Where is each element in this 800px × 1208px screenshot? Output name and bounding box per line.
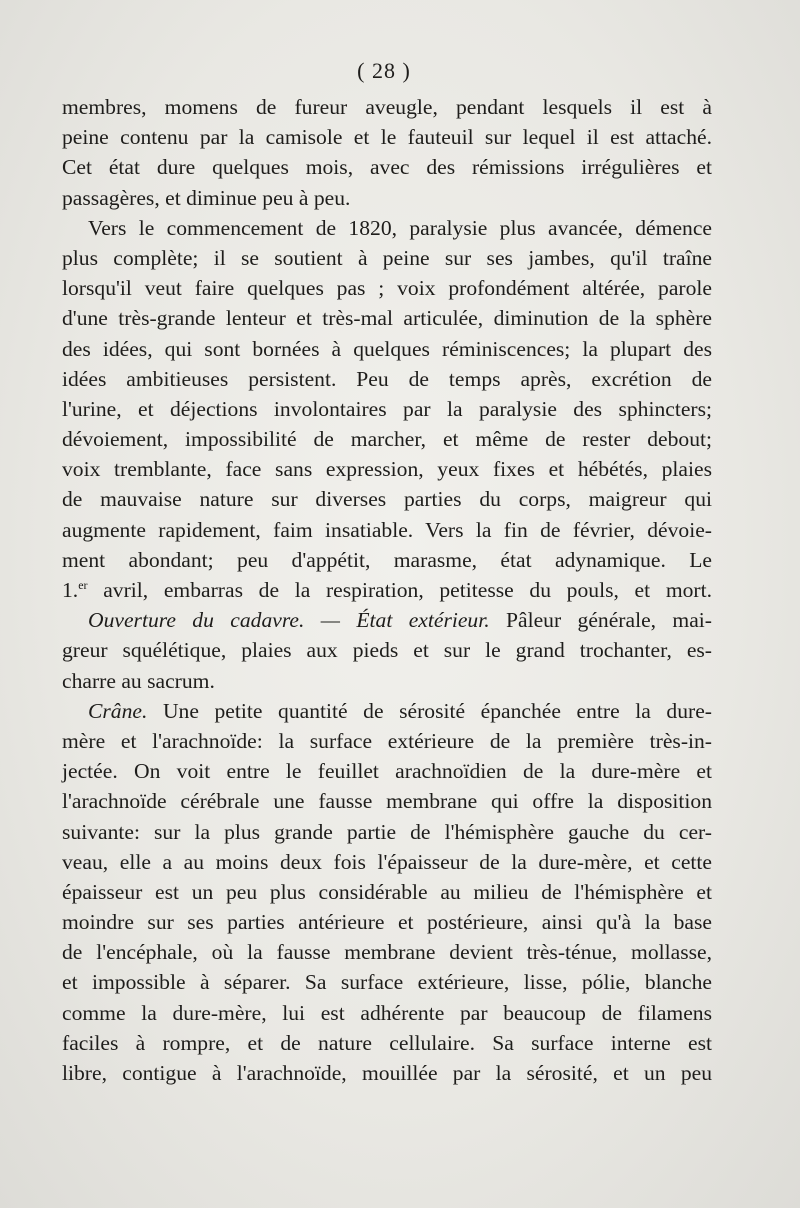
text-line: comme la dure-mère, lui est adhérente par beaucoup de filamens xyxy=(62,1000,712,1025)
text-line: passagères, et diminue peu à peu. xyxy=(62,185,351,210)
text-line: épaisseur est un peu plus considérable au milieu de l'hémisphère et xyxy=(62,879,712,904)
text-line: libre, contigue à l'arachnoïde, mouillée par la sérosité, et un peu xyxy=(62,1061,712,1085)
text-line: l'arachnoïde cérébrale une fausse membrane qui offre la disposition xyxy=(62,789,712,814)
text-line: augmente rapidement, faim insatiable. Vers la fin de février, dévoie- xyxy=(62,517,712,542)
text-line: moindre sur ses parties antérieure et postérieure, ainsi qu'à la base xyxy=(62,910,712,935)
text-line: jectée. On voit entre le feuillet arachnoïdien de la dure-mère et xyxy=(62,759,712,784)
text-line: lorsqu'il veut faire quelques pas ; voix profondément altérée, parole xyxy=(62,276,712,301)
date-ordinal: 1. xyxy=(62,578,79,602)
text-line: faciles à rompre, et de nature cellulaire. Sa surface interne est xyxy=(62,1030,712,1055)
text-line: de mauvaise nature sur diverses parties du corps, maigreur qui xyxy=(62,487,712,512)
text-line: d'une très-grande lenteur et très-mal articulée, diminution de la sphère xyxy=(62,306,712,331)
section-heading: Crâne. xyxy=(88,698,148,723)
section-heading: Ouverture du cadavre. — État extérieur. xyxy=(88,608,490,633)
text-line: voix tremblante, face sans expression, yeux fixes et hébétés, plaies xyxy=(62,457,712,482)
text-line: peine contenu par la camisole et le fauteuil sur lequel il est attaché. xyxy=(62,125,712,150)
text-line: mère et l'arachnoïde: la surface extérieure de la première très-in- xyxy=(62,728,712,753)
text-line-rest: avril, embarras de la respiration, petitesse du pouls, et mort. xyxy=(87,578,712,602)
text-line xyxy=(62,696,712,726)
text-line: plus complète; il se soutient à peine sur ses jambes, qu'il traîne xyxy=(62,245,712,270)
text-line: Cet état dure quelques mois, avec des rémissions irrégulières et xyxy=(62,155,712,180)
ordinal-suffix: er xyxy=(78,578,88,592)
text-line-rest: Une petite quantité de sérosité épanchée entre la dure- xyxy=(147,698,712,723)
body-text xyxy=(62,92,712,1088)
text-line: membres, momens de fureur aveugle, pendant lesquels il est à xyxy=(62,95,712,119)
text-line: de l'encéphale, où la fausse membrane devient très-ténue, mollasse, xyxy=(62,940,712,965)
text-line: des idées, qui sont bornées à quelques réminiscences; la plupart des xyxy=(62,336,712,361)
text-line: greur squélétique, plaies aux pieds et sur le grand trochanter, es- xyxy=(62,638,712,663)
text-line: ment abondant; peu d'appétit, marasme, état adynamique. Le xyxy=(62,547,712,572)
text-line: et impossible à séparer. Sa surface extérieure, lisse, pólie, blanche xyxy=(62,970,712,995)
text-line xyxy=(62,575,712,605)
text-line: veau, elle a au moins deux fois l'épaisseur de la dure-mère, et cette xyxy=(62,849,712,874)
text-line xyxy=(62,605,712,635)
text-line: idées ambitieuses persistent. Peu de temps après, excrétion de xyxy=(62,366,712,391)
text-line: suivante: sur la plus grande partie de l'hémisphère gauche du cer- xyxy=(62,819,712,844)
text-line-rest: Pâleur générale, mai- xyxy=(489,608,712,633)
page-number: ( 28 ) xyxy=(357,58,411,83)
text-line: charre au sacrum. xyxy=(62,668,215,693)
text-line: l'urine, et déjections involontaires par la paralysie des sphincters; xyxy=(62,396,712,421)
text-line: dévoiement, impossibilité de marcher, et même de rester debout; xyxy=(62,427,712,452)
text-line: Vers le commencement de 1820, paralysie plus avancée, démence xyxy=(88,215,712,240)
